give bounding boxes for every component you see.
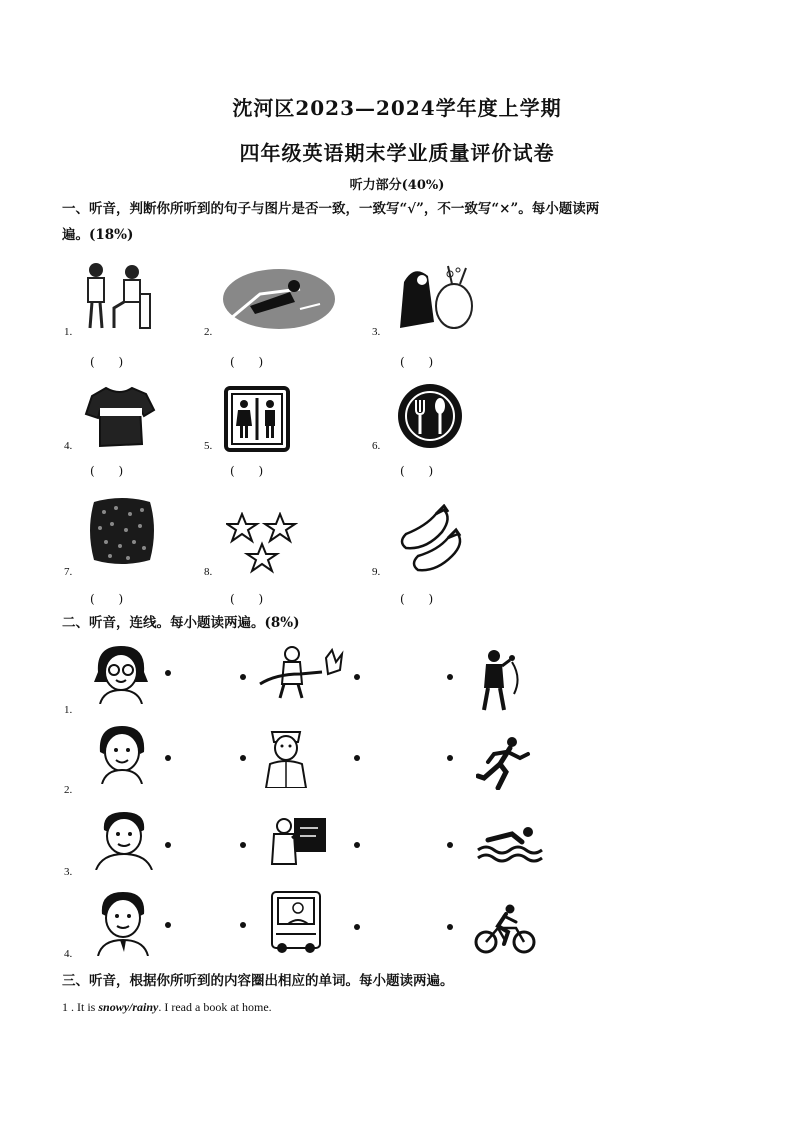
swimming-icon [476,824,544,866]
match-dot[interactable] [165,755,171,761]
question-1-prefix: 1 . It is [62,1000,99,1014]
driver-icon [268,888,324,956]
item-number: 4. [64,440,73,452]
answer-paren[interactable]: ( ) [230,592,274,606]
row-number: 4. [64,948,73,960]
restaurant-sign-icon [396,382,464,450]
answer-paren[interactable]: ( ) [400,464,444,478]
dark-cloth-icon [86,494,158,568]
cycling-icon [474,904,536,954]
match-dot[interactable] [354,924,360,930]
match-dot[interactable] [447,755,453,761]
match-dot[interactable] [240,842,246,848]
row-number: 3. [64,866,73,878]
singing-icon [474,648,522,712]
three-stars-icon [226,512,298,574]
boy-icon [92,810,156,870]
item-number: 8. [204,566,213,578]
item-number: 3. [372,326,381,338]
girl-glasses-icon [90,642,152,704]
item-number: 7. [64,566,73,578]
cartoon-animals-icon [394,262,484,336]
page-subtitle-title: 四年级英语期末学业质量评价试卷 [239,141,555,165]
flying-witch-icon [220,264,338,334]
page-title: 沈河区2023—2024学年度上学期 [232,96,562,120]
section3-instruction: 三、听音，根据你所听到的内容圈出相应的单词。每小题读两遍。 [62,973,454,989]
match-dot[interactable] [165,922,171,928]
match-dot[interactable] [165,842,171,848]
answer-paren[interactable]: ( ) [400,355,444,369]
firefighter-icon [256,644,346,700]
eggplants-icon [396,504,466,576]
answer-paren[interactable]: ( ) [230,355,274,369]
answer-paren[interactable]: ( ) [90,464,134,478]
match-dot[interactable] [165,670,171,676]
match-dot[interactable] [354,755,360,761]
match-dot[interactable] [354,674,360,680]
answer-paren[interactable]: ( ) [90,592,134,606]
item-number: 9. [372,566,381,578]
match-dot[interactable] [240,755,246,761]
two-people-icon [82,260,157,334]
section1-instruction-line1: 一、听音，判断你所听到的句子与图片是否一致，一致写“√”，不一致写“×”。每小题读两 [62,201,600,217]
item-number: 2. [204,326,213,338]
smiling-girl-icon [94,724,150,784]
match-dot[interactable] [447,924,453,930]
item-number: 5. [204,440,213,452]
restroom-sign-icon [224,386,290,452]
match-dot[interactable] [447,842,453,848]
t-shirt-icon [84,384,156,450]
section1-instruction [62,196,762,248]
boy-tie-icon [94,890,152,956]
word-options[interactable]: snowy/rainy [98,1000,159,1014]
match-dot[interactable] [447,674,453,680]
item-number: 1. [64,326,73,338]
item-number: 6. [372,440,381,452]
row-number: 1. [64,704,73,716]
match-dot[interactable] [240,922,246,928]
match-dot[interactable] [240,674,246,680]
section1-instruction-line2: 遍。(18%) [62,227,134,243]
nurse-icon [262,722,310,788]
running-icon [476,736,532,790]
row-number: 2. [64,784,73,796]
answer-paren[interactable]: ( ) [230,464,274,478]
question-1-suffix: . I read a book at home. [158,1000,272,1014]
answer-paren[interactable]: ( ) [400,592,444,606]
answer-paren[interactable]: ( ) [90,355,134,369]
listening-part-label: 听力部分(40%) [349,178,445,193]
section2-instruction: 二、听音，连线。每小题读两遍。(8%) [62,615,300,631]
match-dot[interactable] [354,842,360,848]
question-1 [62,1000,272,1015]
teacher-icon [266,814,330,872]
